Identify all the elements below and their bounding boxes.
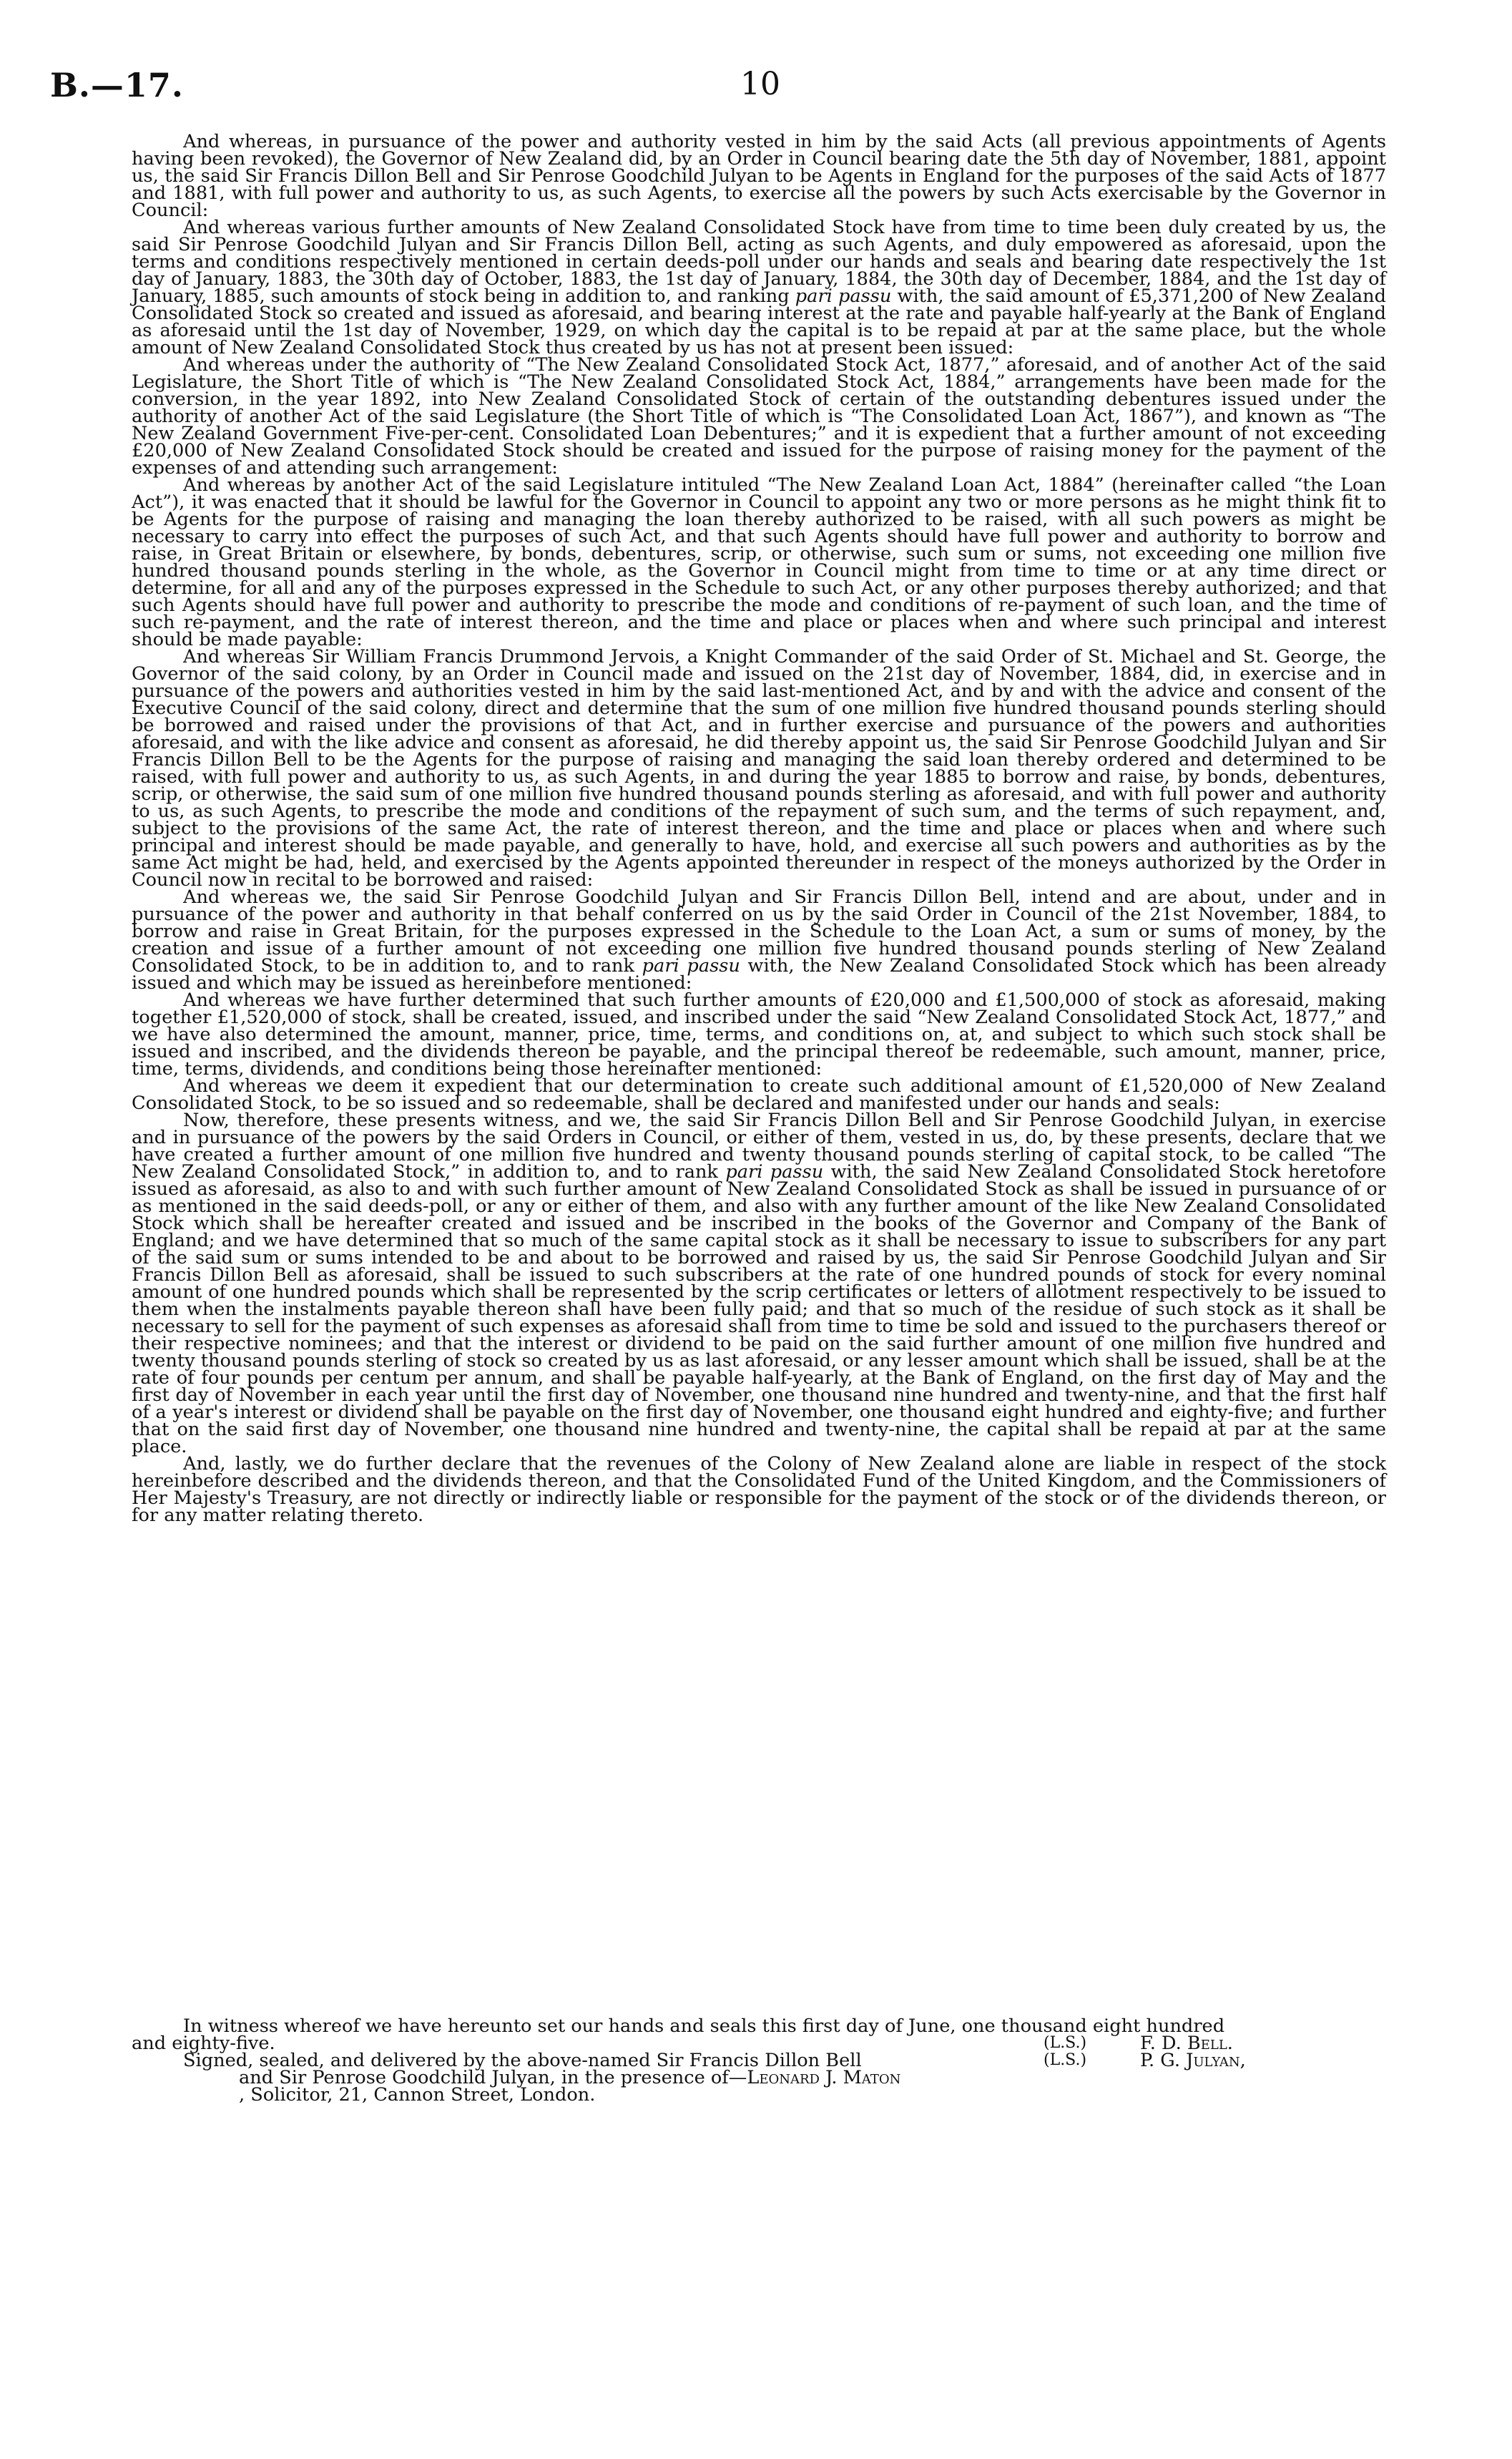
paragraph: Now, therefore, these presents witness, and we, the said Sir Francis Dillon Bell and Sir Penrose Goodchild Julyan, in exercise and in pursuance of the powers by the said Orders in Council, or either of them, vested in us, do, by these presents, declare that we have created a further amount of one million five hundred and twenty thousand pounds sterling of capital stock, to be called “The New Zealand Consolidated Stock,” in addition to, and to rank pari passu with, the said New Zealand Consolidated Stock heretofore issued as aforesaid, as also to and with such further amount of New Zealand Consolidated Stock as shall be issued in pursuance of or as mentioned in the said deeds-poll, or any or either of them, and also with any further amount of the like New Zealand Consolidated Stock which shall be hereafter created and issued and be inscribed in the books of the Governor and Company of the Bank of England; and we have determined that so much of the same capital stock as it shall be necessary to issue to subscribers for any part of the said sum or sums intended to be and about to be borrowed and raised by us, the said Sir Penrose Goodchild Julyan and Sir Francis Dillon Bell as aforesaid, shall be issued to such subscribers at the rate of one hundred pounds of stock for every nominal amount of one hundred pounds which shall be represented by the scrip certificates or letters of allotment respectively to be issued to them when the instalments payable thereon shall have been fully paid; and that so much of the residue of such stock as it shall be necessary to sell for the payment of such expenses as aforesaid shall from time to time be sold and issued to the purchasers thereof or their respective nominees; and that the interest or dividend to be paid on the said further amount of one million five hundred and twenty thousand pounds sterling of stock so created by us as last aforesaid, or any lesser amount which shall be issued, shall be at the rate of four pounds per centum per annum, and shall be payable half-yearly, at the Bank of England, on the first day of May and the first day of November in each year until the first day of November, one thousand nine hundred and twenty-nine, and that the first half of a year's interest or dividend shall be payable on the first day of November, one thousand eight hundred and eighty-five; and further that on the said first day of November, one thousand nine hundred and twenty-nine, the capital shall be repaid at par at the same place. bbox=[132, 1110, 1387, 1457]
signature-bell: F. D. Bell. bbox=[1140, 2033, 1233, 2054]
paragraph: And whereas we have further determined that such further amounts of £20,000 and £1,500,000 of stock as aforesaid, making together £1,520,000 of stock, shall be created, issued, and inscribed under the said “New Zealand Consolidated Stock Act, 1877,” and we have also determined the amount, manner, price, time, terms, and conditions on, at, and subject to which such stock shall be issued and inscribed, and the dividends thereon be payable, and the principal thereof be redeemable, such amount, manner, price, time, terms, dividends, and conditions being those hereinafter mentioned: bbox=[132, 989, 1386, 1080]
witness-clause: In witness whereof we have hereunto set our hands and seals this first day of June, one thousand eight hundred bbox=[183, 2015, 1225, 2037]
witness-clause-end: and eighty-five. bbox=[132, 2033, 275, 2054]
latin-phrase: pari passu bbox=[795, 285, 892, 307]
page-header bbox=[50, 66, 1409, 109]
signed-clause: Signed, sealed, and delivered by the above-named Sir Francis Dillon Bell bbox=[183, 2050, 862, 2071]
signed-row-3 bbox=[132, 2084, 1386, 2106]
paragraph: And whereas we deem it expedient that our determination to create such additional amount of £1,520,000 of New Zealand Consolidated Stock, to be so issued and so redeemable, shall be declared and manifested under our hands and seals: bbox=[132, 1075, 1386, 1114]
presence-text: and Sir Penrose Goodchild Julyan, in the presence of— bbox=[239, 2067, 747, 2088]
witness-address: , Solicitor, 21, Cannon Street, London. bbox=[239, 2084, 596, 2106]
paragraph: And, lastly, we do further declare that the revenues of the Colony of New Zealand alone are liable in respect of the stock hereinbefore described and the dividends thereon, and that the Consolidated Fund of the United Kingdom, and the Commissioners of Her Majesty's Treasury, are not directly or indirectly liable or responsible for the payment of the stock or of the dividends thereon, or for any matter relating thereto. bbox=[132, 1453, 1386, 1526]
seal-mark: (L.S.) bbox=[1044, 2051, 1087, 2069]
attestation-block bbox=[132, 2015, 1386, 2106]
page-number: 10 bbox=[740, 66, 780, 102]
latin-phrase: pari passu bbox=[725, 1161, 824, 1183]
seal-mark: (L.S.) bbox=[1044, 2034, 1087, 2052]
paragraph: And whereas under the authority of “The New Zealand Consolidated Stock Act, 1877,” aforesaid, and of another Act of the said Legislature, the Short Title of which is “The New Zealand Consolidated Stock Act, 1884,” arrangements have been made for the conversion, in the year 1892, into New Zealand Consolidated Stock of certain of the outstanding debentures issued under the authority of another Act of the said Legislature (the Short Title of which is “The Consolidated Loan Act, 1867”), and known as “The New Zealand Government Five-per-cent. Consolidated Loan Debentures;” and it is expedient that a further amount of not exceeding £20,000 of New Zealand Consolidated Stock should be created and issued for the purpose of raising money for the payment of the expenses of and attending such arrangement: bbox=[132, 354, 1386, 479]
document-body bbox=[132, 133, 1386, 1524]
paragraph: And whereas various further amounts of New Zealand Consolidated Stock have from time to time been duly created by us, the said Sir Penrose Goodchild Julyan and Sir Francis Dillon Bell, acting as such Agents, and duly empowered as aforesaid, upon the terms and conditions respectively mentioned in certain deeds-poll under our hands and seals and bearing date respectively the 1st day of January, 1883, the 30th day of October, 1883, the 1st day of January, 1884, the 30th day of December, 1884, and the 1st day of January, 1885, such amounts of stock being in addition to, and ranking pari passu with, the said amount of £5,371,200 of New Zealand Consolidated Stock so created and issued as aforesaid, and bearing interest at the rate and payable half-yearly at the Bank of England as aforesaid until the 1st day of November, 1929, on which day the capital is to be repaid at par at the same place, but the whole amount of New Zealand Consolidated Stock thus created by us has not at present been issued: bbox=[132, 217, 1387, 358]
paragraph: And whereas, in pursuance of the power and authority vested in him by the said Acts (all previous appointments of Agents having been revoked), the Governor of New Zealand did, by an Order in Council bearing date the 5th day of November, 1881, appoint us, the said Sir Francis Dillon Bell and Sir Penrose Goodchild Julyan to be Agents in England for the purposes of the said Acts of 1877 and 1881, with full power and authority to us, as such Agents, to exercise all the powers by such Acts exercisable by the Governor in Council: bbox=[132, 131, 1386, 221]
signature-julyan: P. G. Julyan, bbox=[1140, 2050, 1246, 2071]
witness-name: Leonard J. Maton bbox=[747, 2067, 901, 2088]
paragraph: And whereas we, the said Sir Penrose Goodchild Julyan and Sir Francis Dillon Bell, intend and are about, under and in pursuance of the power and authority in that behalf conferred on us by the said Order in Council of the 21st November, 1884, to borrow and raise in Great Britain, for the purposes expressed in the Schedule to the Loan Act, a sum or sums of money, by the creation and issue of a further amount of not exceeding one million five hundred thousand pounds sterling of New Zealand Consolidated Stock, to be in addition to, and to rank pari passu with, the New Zealand Consolidated Stock which has been already issued and which may be issued as hereinbefore mentioned: bbox=[132, 886, 1386, 994]
document-reference: B.—17. bbox=[50, 66, 184, 104]
paragraph: And whereas Sir William Francis Drummond Jervois, a Knight Commander of the said Order of St. Michael and St. George, the Governor of the said colony, by an Order in Council made and issued on the 21st day of November, 1884, did, in exercise and in pursuance of the powers and authorities vested in him by the said last-mentioned Act, and by and with the advice and consent of the Executive Council of the said colony, direct and determine that the sum of one million five hundred thousand pounds sterling should be borrowed and raised under the provisions of that Act, and in further exercise and pursuance of the powers and authorities aforesaid, and with the like advice and consent as aforesaid, he did thereby appoint us, the said Sir Penrose Goodchild Julyan and Sir Francis Dillon Bell to be the Agents for the purpose of raising and managing the said loan thereby ordered and determined to be raised, with full power and authority to us, as such Agents, in and during the year 1885 to borrow and raise, by bonds, debentures, scrip, or otherwise, the said sum of one million five hundred thousand pounds sterling as aforesaid, and with full power and authority to us, as such Agents, to prescribe the mode and conditions of the repayment of such sum, and the terms of such repayment, and, subject to the provisions of the same Act, the rate of interest thereon, and the time and place or places when and where such principal and interest should be made payable, and generally to have, hold, and exercise all such powers and authorities as by the same Act might be had, held, and exercised by the Agents appointed thereunder in respect of the moneys authorized by the Order in Council now in recital to be borrowed and raised: bbox=[132, 646, 1386, 891]
latin-phrase: pari passu bbox=[642, 955, 740, 977]
paragraph: And whereas by another Act of the said Legislature intituled “The New Zealand Loan Act, 1884” (hereinafter called “the Loan Act”), it was enacted that it should be lawful for the Governor in Council to appoint any two or more persons as he might think fit to be Agents for the purpose of raising and managing the loan thereby authorized to be raised, with all such powers as might be necessary to carry into effect the purposes of such Act, and that such Agents should have full power and authority to borrow and raise, in Great Britain or elsewhere, by bonds, debentures, scrip, or otherwise, such sum or sums, not exceeding one million five hundred thousand pounds sterling in the whole, as the Governor in Council might from time to time or at any time direct or determine, for all and any of the purposes expressed in the Schedule to such Act, or any other purposes thereby authorized; and that such Agents should have full power and authority to prescribe the mode and conditions of re-payment of such loan, and the time of such re-payment, and the rate of interest thereon, and the time and place or places when and where such principal and interest should be made payable: bbox=[132, 474, 1386, 650]
